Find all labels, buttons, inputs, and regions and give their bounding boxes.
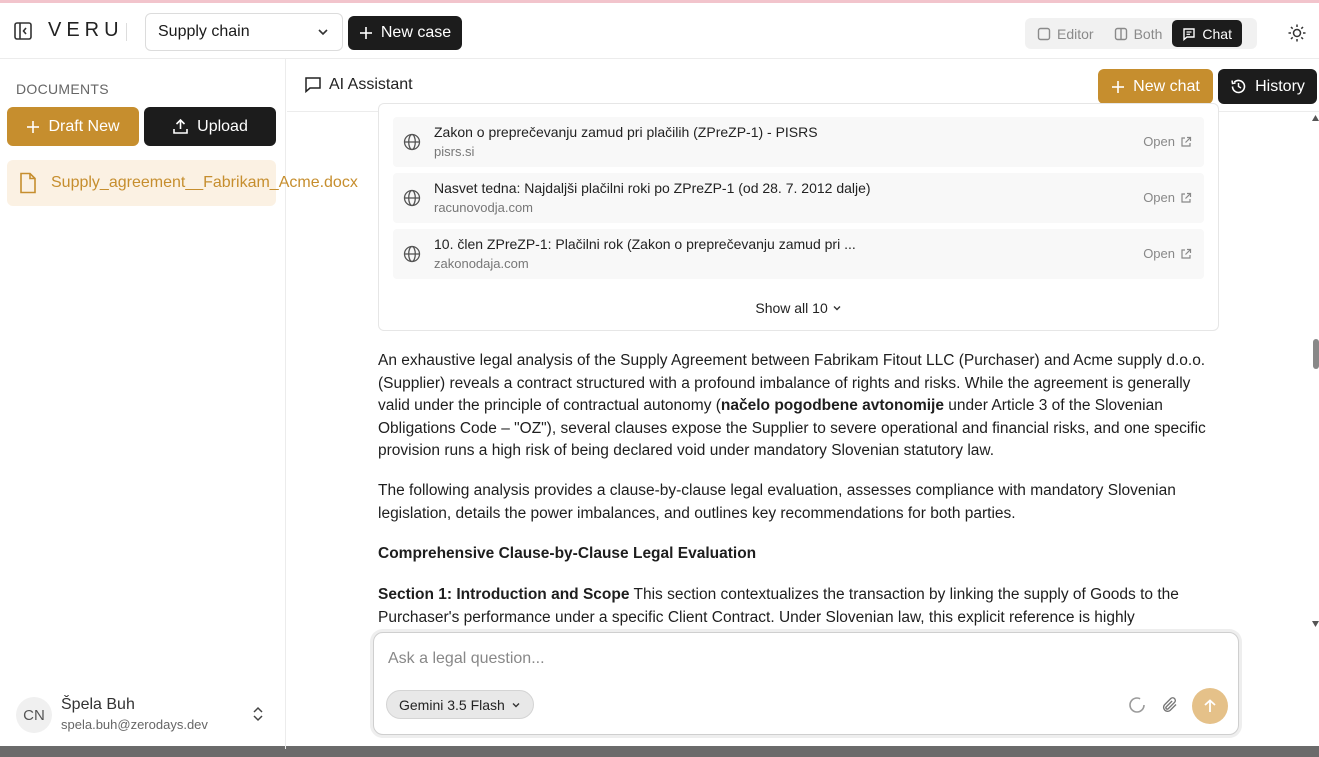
new-chat-button[interactable]	[1098, 69, 1213, 104]
model-select[interactable]	[386, 690, 534, 719]
show-all-sources-button[interactable]	[379, 300, 1218, 316]
ai-assistant-title	[304, 76, 413, 94]
source-title: Zakon o preprečevanju zamud pri plačilih (ZPreZP-1) - PISRS	[434, 124, 818, 140]
text-segment: An exhaustive legal analysis of the Supply Agreement between Fabrikam Fitout LLC (Purchaser) and Acme supply d.o.o. (Supplier) reveals a contract structured with a profound imbalance of rights and risks. While the agreement is generally valid under the principle of contractual autonomy (	[378, 352, 1206, 414]
open-label: Open	[1143, 190, 1175, 205]
source-item[interactable]	[393, 229, 1204, 279]
section-heading	[378, 543, 1210, 566]
analysis-paragraph: The following analysis provides a clause-by-clause legal evaluation, assesses compliance with mandatory Slovenian legislation, details the power imbalances, and outlines key recommendations for both parties.	[378, 482, 1176, 522]
section-paragraph	[378, 584, 1210, 629]
text-segment: This section contextualizes the transaction by linking the supply of Goods to the Purchaser's performance under a specific Client Contract. Under Slovenian law, this explicit reference is highly	[378, 586, 1179, 626]
text-segment: under Article 3 of the Slovenian Obligations Code – "OZ"), several clauses expose the Supplier to severe operational and financial risks, and one specific provision runs a high risk of being declared void under mandatory Slovenian statutory law.	[378, 397, 1206, 459]
section-title: Section 1: Introduction and Scope	[378, 586, 630, 603]
documents-section-label: DOCUMENTS	[16, 81, 109, 97]
loading-spinner-icon	[1128, 696, 1146, 714]
globe-icon	[403, 245, 421, 263]
chevron-down-icon	[316, 25, 330, 39]
view-mode-toggle	[1025, 18, 1257, 49]
case-select-value: Supply chain	[158, 23, 250, 40]
source-domain: racunovodja.com	[434, 200, 533, 215]
app-logo: VERU	[48, 19, 124, 41]
ai-assistant-label: AI Assistant	[329, 76, 413, 93]
case-select[interactable]	[145, 13, 343, 51]
document-item[interactable]	[7, 160, 358, 206]
plus-icon	[1111, 80, 1125, 94]
mode-editor-label: Editor	[1057, 25, 1094, 42]
new-case-label: New case	[380, 24, 452, 41]
scroll-down-icon[interactable]	[1312, 621, 1319, 627]
square-icon	[1037, 27, 1051, 41]
send-button[interactable]	[1192, 688, 1228, 724]
show-all-label: Show all 10	[755, 300, 828, 316]
document-name: Supply_agreement__Fabrikam_Acme.docx	[51, 174, 358, 191]
sidebar	[0, 59, 358, 749]
mode-both-label: Both	[1133, 25, 1163, 42]
history-icon	[1230, 78, 1247, 95]
message-square-icon	[1182, 27, 1196, 41]
paperclip-icon[interactable]	[1161, 696, 1179, 714]
source-item[interactable]	[393, 117, 1204, 167]
chat-composer	[373, 632, 1239, 735]
scroll-up-icon[interactable]	[1312, 115, 1319, 121]
sources-card	[378, 103, 1219, 331]
upload-icon	[172, 118, 189, 135]
user-name: Špela Buh	[61, 696, 135, 713]
mode-chat[interactable]	[1172, 20, 1242, 47]
external-link-icon	[1180, 192, 1192, 204]
history-label: History	[1255, 77, 1305, 95]
source-open-link[interactable]	[1143, 190, 1192, 205]
source-title: Nasvet tedna: Najdaljši plačilni roki po ZPreZP-1 (od 28. 7. 2012 dalje)	[434, 180, 871, 196]
sun-icon[interactable]	[1287, 23, 1307, 43]
analysis-paragraph	[378, 350, 1210, 463]
top-bar	[0, 3, 1319, 59]
chevron-down-icon	[511, 700, 521, 710]
source-open-link[interactable]	[1143, 246, 1192, 261]
sidebar-toggle-icon[interactable]	[13, 21, 33, 41]
globe-icon	[403, 189, 421, 207]
open-label: Open	[1143, 134, 1175, 149]
section-heading-text: Comprehensive Clause-by-Clause Legal Evaluation	[378, 545, 757, 562]
draft-new-button[interactable]	[7, 107, 139, 146]
source-title: 10. člen ZPreZP-1: Plačilni rok (Zakon o preprečevanju zamud pri ...	[434, 236, 856, 252]
source-domain: zakonodaja.com	[434, 256, 529, 271]
external-link-icon	[1180, 136, 1192, 148]
source-open-link[interactable]	[1143, 134, 1192, 149]
user-email: spela.buh@zerodays.dev	[61, 717, 208, 732]
chat-panel	[287, 59, 1319, 749]
history-button[interactable]	[1218, 69, 1317, 104]
user-menu[interactable]	[16, 695, 276, 735]
source-domain: pisrs.si	[434, 144, 475, 159]
chat-input[interactable]	[388, 647, 1218, 671]
mode-chat-label: Chat	[1202, 25, 1232, 42]
file-icon	[19, 172, 37, 194]
upload-button[interactable]	[144, 107, 276, 146]
plus-icon	[26, 120, 40, 134]
scrollbar-thumb[interactable]	[1313, 339, 1319, 369]
external-link-icon	[1180, 248, 1192, 260]
model-label: Gemini 3.5 Flash	[399, 696, 505, 713]
chevron-down-icon	[832, 303, 842, 313]
mode-both[interactable]	[1104, 20, 1173, 47]
open-label: Open	[1143, 246, 1175, 261]
divider	[126, 23, 127, 41]
mode-editor[interactable]	[1027, 20, 1104, 47]
chevrons-up-down-icon[interactable]	[250, 705, 266, 723]
draft-new-label: Draft New	[48, 117, 120, 135]
new-chat-label: New chat	[1133, 77, 1200, 95]
source-item[interactable]	[393, 173, 1204, 223]
bold-term: načelo pogodbene avtonomije	[720, 397, 944, 414]
scrollbar[interactable]	[1312, 111, 1319, 631]
plus-icon	[359, 26, 373, 40]
arrow-up-icon	[1202, 698, 1218, 714]
message-square-icon	[304, 76, 322, 94]
columns-icon	[1114, 27, 1128, 41]
chat-messages	[287, 113, 1319, 633]
new-case-button[interactable]	[348, 16, 462, 50]
avatar: CN	[16, 697, 52, 733]
globe-icon	[403, 133, 421, 151]
upload-label: Upload	[197, 117, 248, 135]
